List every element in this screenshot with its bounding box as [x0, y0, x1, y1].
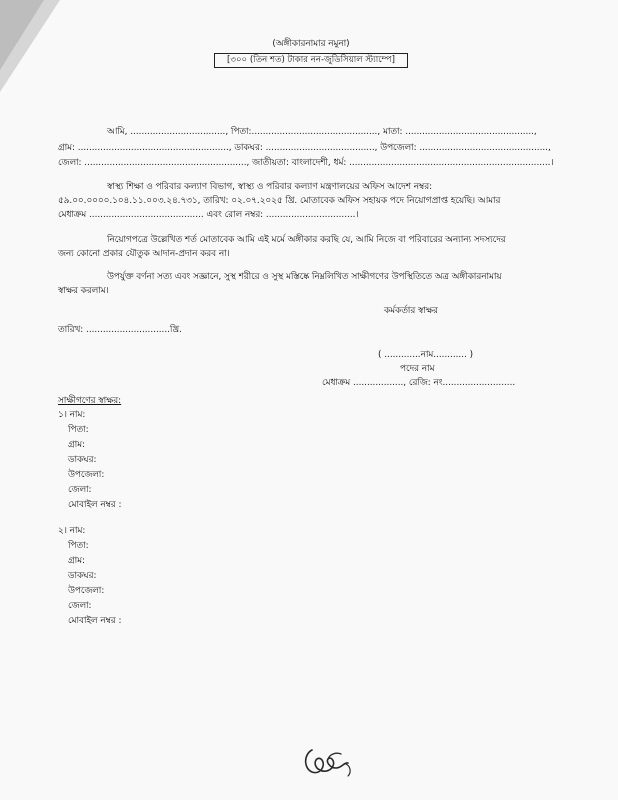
date-line: তারিখ: ..............................খ্রি.: [58, 325, 182, 335]
order-paragraph-line-3: মেধাক্রম ......................................... এবং রোল নম্বর: ................................।: [58, 210, 359, 220]
witness-1-district: জেলা:: [68, 485, 92, 495]
post-name-label: পদের নাম: [400, 364, 435, 374]
witness-section-title: সাক্ষীগণের স্বাক্ষর:: [58, 396, 122, 406]
declaration-paragraph-line-1: উপর্যুক্ত বর্ণনা সত্য এবং সজ্ঞানে, সুস্থ শরীরে ও সুস্থ মস্তিষ্কে নিম্নলিখিত সাক্ষীগণের উপস্থিতিতে অত্র অঙ্গীকারনামায়: [107, 272, 502, 282]
officer-signature-label: কর্মকর্তার স্বাক্ষর: [384, 306, 438, 316]
order-paragraph-line-2: ৫৯.০০.০০০০.১০৪.১১.০০৩.২৪.৭৩১, তারিখ: ০২.০৭.২০২৫ খ্রি. মোতাবেক অফিস সহায়ক পদে নিয়োগপ্রাপ্ত হয়েছি। আমার: [58, 196, 501, 206]
witness-1-upazila: উপজেলা:: [68, 470, 105, 480]
witness-2-father: পিতা:: [68, 541, 89, 551]
witness-1-village: গ্রাম:: [68, 440, 85, 450]
witness-1-name: ১। নাম:: [58, 410, 86, 420]
witness-2-mobile: মোবাইল নম্বর :: [68, 616, 122, 626]
witness-1-father: পিতা:: [68, 425, 89, 435]
form-heading: (অঙ্গীকারনামার নমুনা): [272, 39, 350, 49]
stamp-requirement: [৩০০ (তিন শত) টাকার নন-জুডিসিয়াল স্ট্যাম্পে]: [214, 53, 408, 68]
witness-2-name: ২। নাম:: [58, 526, 86, 536]
merit-registration-line: মেধাক্রম .................., রেজি: নং..........................: [322, 378, 516, 388]
handwritten-initials-signature: [300, 742, 358, 782]
personal-info-row-2: গ্রাম: ......................................................, ডাকঘর: ......................................., উপজেলা: ..............................................,: [58, 143, 551, 153]
declaration-paragraph-line-2: স্বাক্ষর করলাম।: [58, 286, 109, 296]
dowry-paragraph-line-2: জন্য কোনো প্রকার যৌতুক আদান-প্রদান করব না।: [58, 249, 230, 259]
personal-info-row-1: আমি, .................................., পিতা:............................................., মাতা: ..............................................,: [107, 127, 537, 137]
order-paragraph-line-1: স্বাস্থ্য শিক্ষা ও পরিবার কল্যাণ বিভাগ, স্বাস্থ্য ও পরিবার কল্যাণ মন্ত্রণালয়ের অফিস আদেশ নম্বর:: [107, 182, 433, 192]
witness-2-post-office: ডাকঘর:: [68, 571, 97, 581]
dowry-paragraph-line-1: নিয়োগপত্রে উল্লেখিত শর্ত মোতাবেক আমি এই মর্মে অঙ্গীকার করছি যে, আমি নিজে বা পরিবারের অন্যান্য সদস্যদের: [107, 235, 506, 245]
personal-info-row-3: জেলা: .........................................................., জাতীয়তা: বাংলাদেশী, ধর্ম: ........................................................................।: [58, 158, 554, 168]
witness-1-mobile: মোবাইল নম্বর :: [68, 500, 122, 510]
witness-2-upazila: উপজেলা:: [68, 586, 105, 596]
witness-2-district: জেলা:: [68, 601, 92, 611]
witness-2-village: গ্রাম:: [68, 556, 85, 566]
witness-1-post-office: ডাকঘর:: [68, 455, 97, 465]
name-placeholder: ( .............নাম............ ): [378, 350, 474, 360]
folded-corner-shadow: [0, 0, 44, 70]
